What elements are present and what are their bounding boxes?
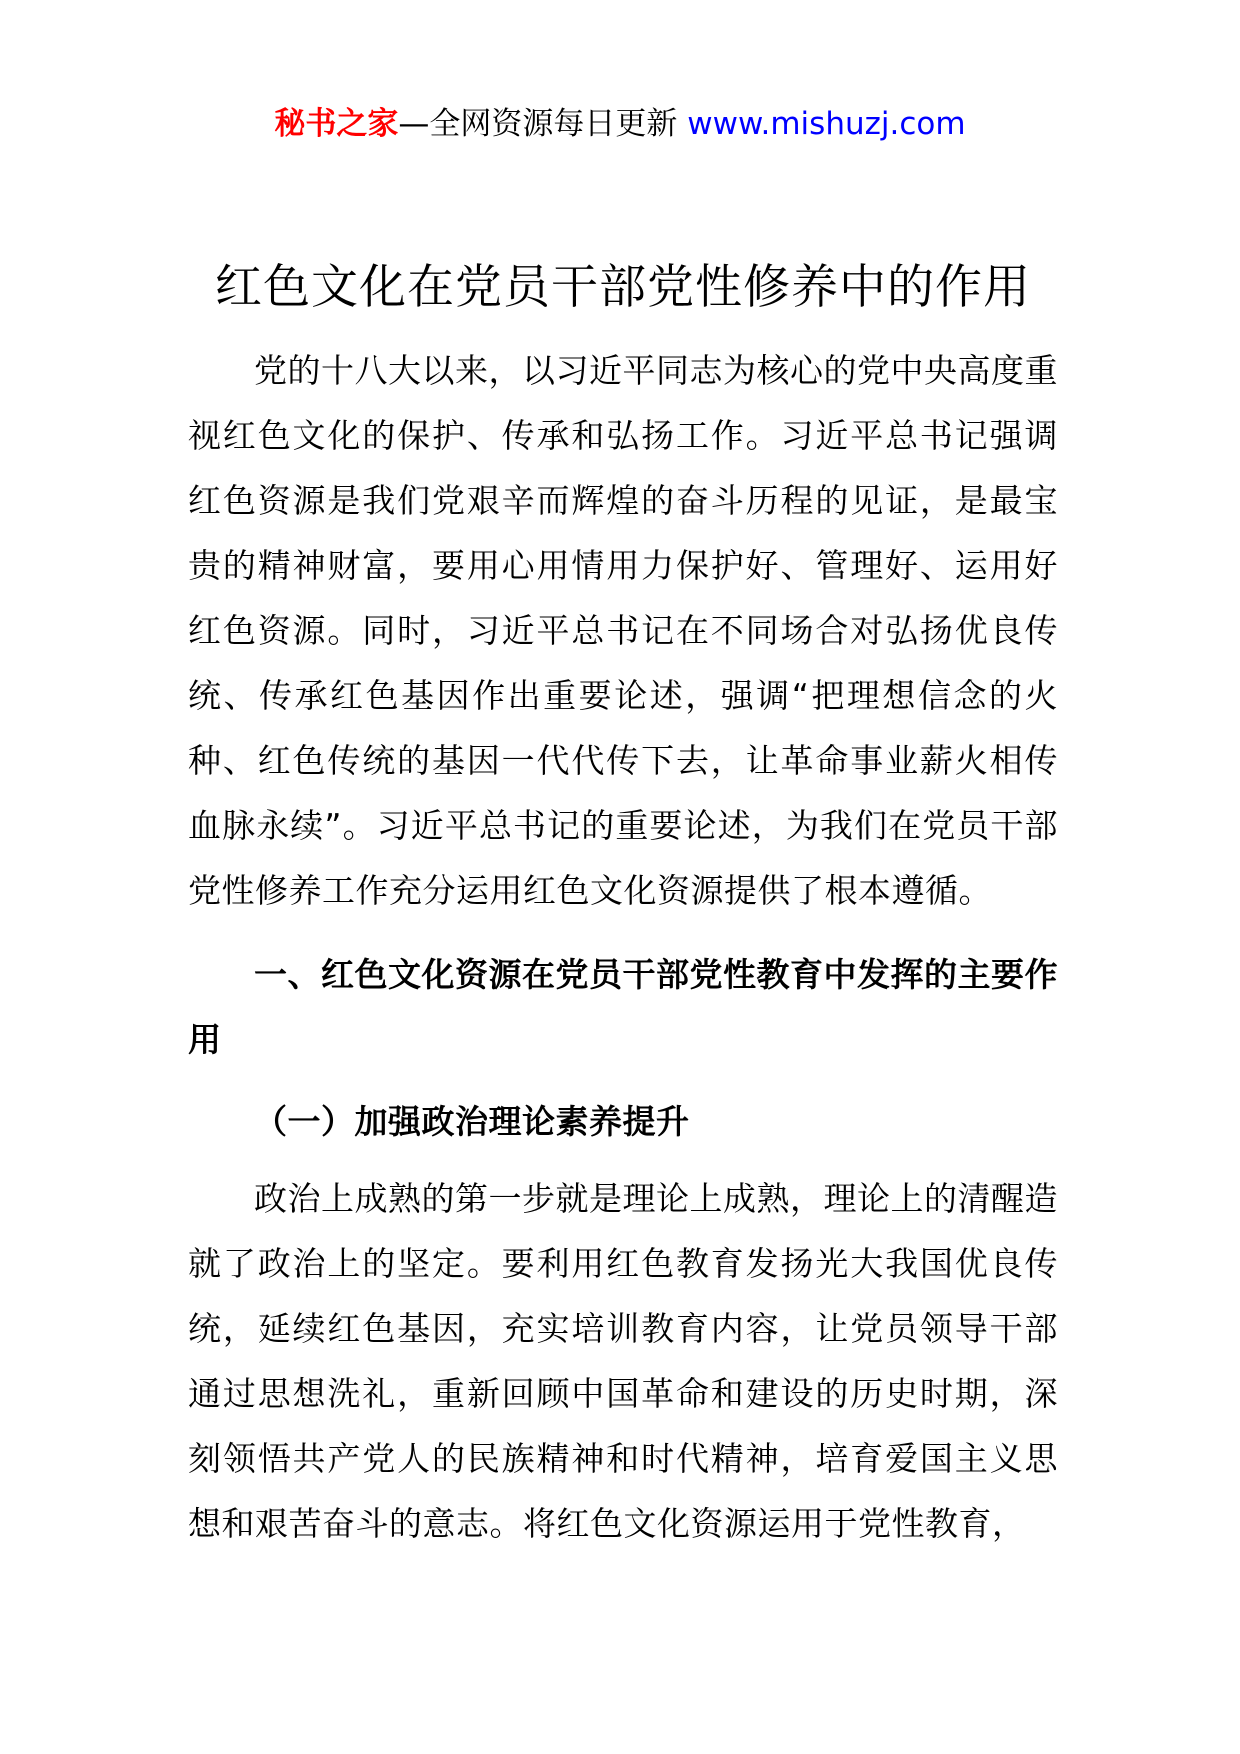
section-heading: 一、红色文化资源在党员干部党性教育中发挥的主要作用 [188,955,1058,1059]
site-header [0,100,1240,148]
document-title: 红色文化在党员干部党性修养中的作用 [215,260,1031,315]
site-url-link[interactable]: www.mishuzj.com [687,106,966,142]
body-paragraph: 政治上成熟的第一步就是理论上成熟，理论上的清醒造就了政治上的坚定。要利用红色教育发扬光大我国优良传统，延续红色基因，充实培训教育内容，让党员领导干部通过思想洗礼，重新回顾中国革命和建设的历史时期，深刻领悟共产党人的民族精神和时代精神，培育爱国主义思想和艰苦奋斗的意志。将红色文化资源运用于党性教育， [188,1179,1058,1543]
subsection-heading: （一）加强政治理论素养提升 [254,1102,690,1141]
site-slogan: —全网资源每日更新 [398,106,688,142]
document-body [188,258,1058,1556]
site-brand: 秘书之家 [274,106,399,142]
intro-paragraph: 党的十八大以来，以习近平同志为核心的党中央高度重视红色文化的保护、传承和弘扬工作。习近平总书记强调红色资源是我们党艰辛而辉煌的奋斗历程的见证，是最宝贵的精神财富，要用心用情用力保护好、管理好、运用好红色资源。同时，习近平总书记在不同场合对弘扬优良传统、传承红色基因作出重要论述，强调“把理想信念的火种、红色传统的基因一代代传下去，让革命事业薪火相传血脉永续”。习近平总书记的重要论述，为我们在党员干部党性修养工作充分运用红色文化资源提供了根本遵循。 [188,351,1058,910]
